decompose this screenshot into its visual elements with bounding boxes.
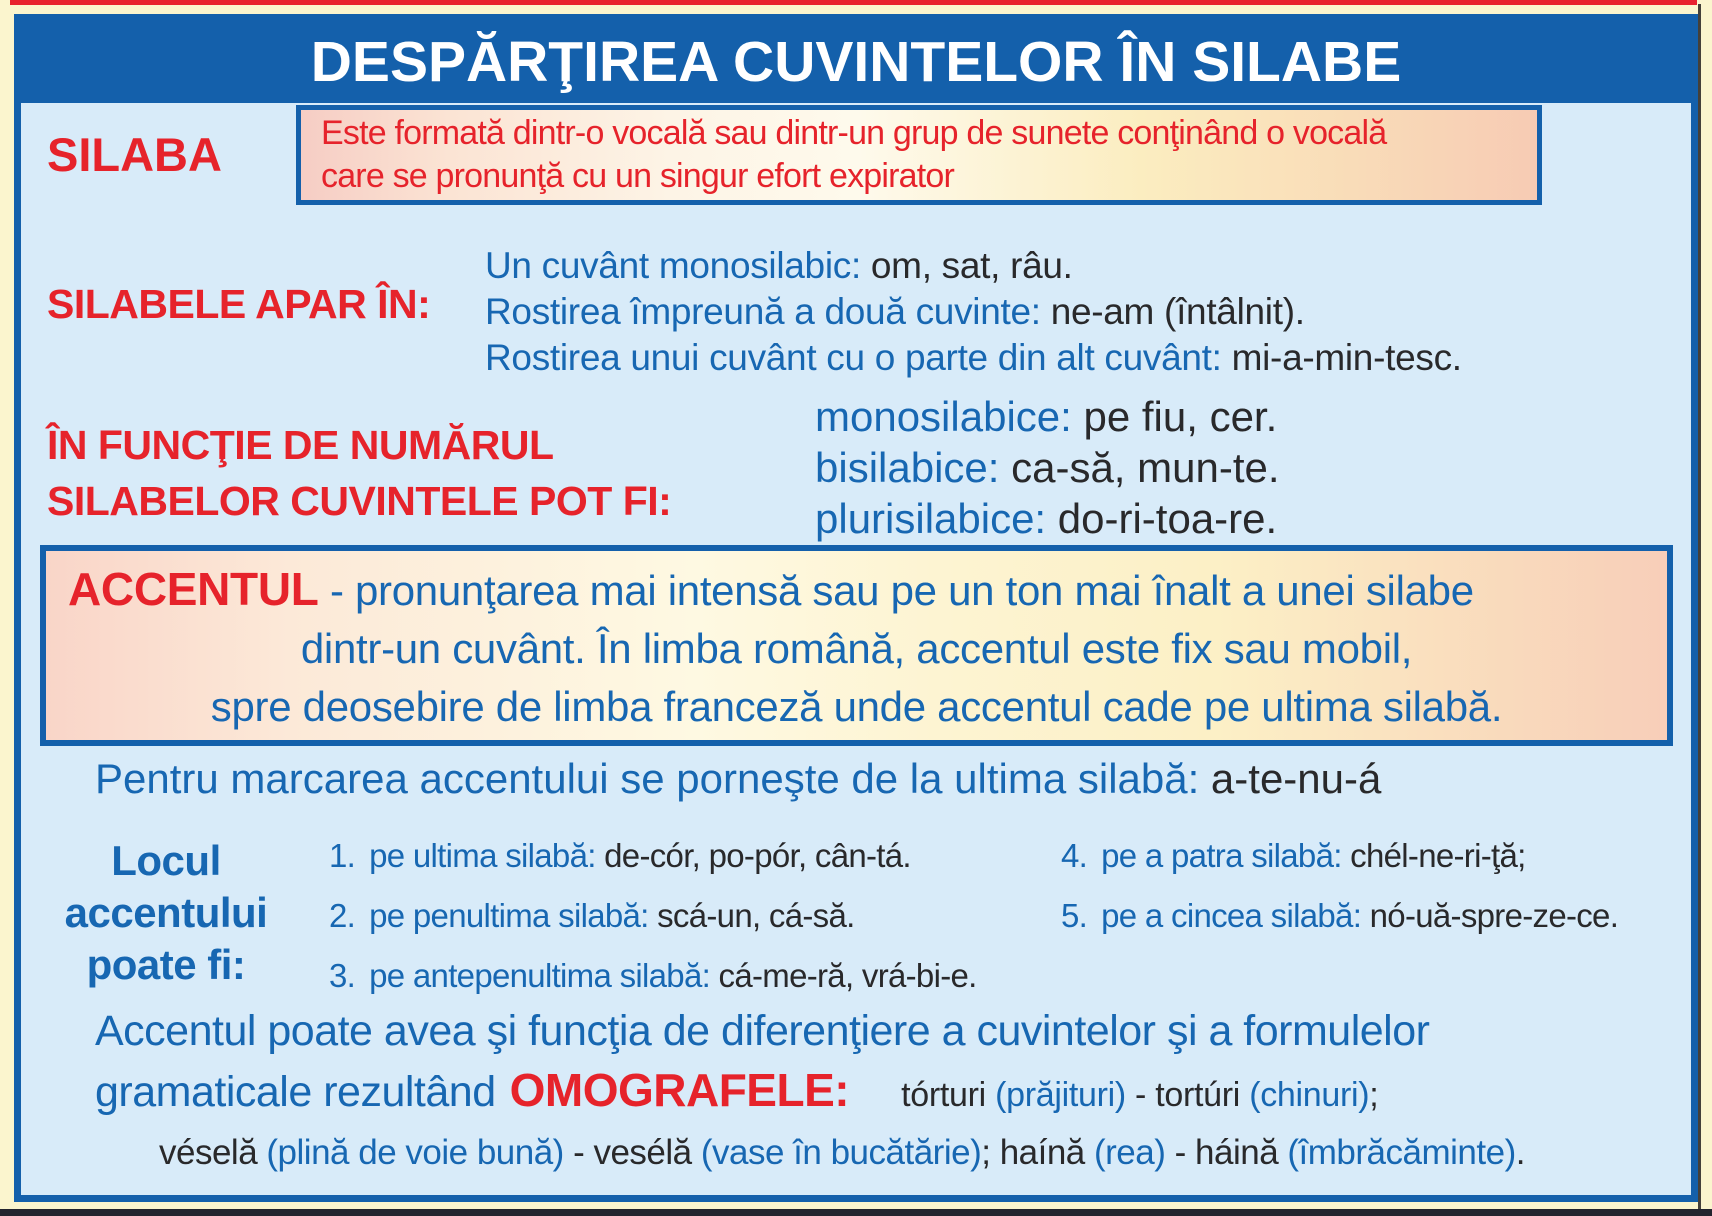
omografe-word: vesélă — [593, 1133, 701, 1172]
omografe-word: tortúri — [1155, 1076, 1250, 1114]
apar-example-line — [485, 243, 1462, 289]
functie-heading-line2: SILABELOR CUVINTELE POT FI: — [47, 478, 672, 524]
silabele-apar-examples — [485, 243, 1462, 381]
list-item-number: 4. — [1061, 837, 1088, 874]
functie-example-line — [815, 391, 1280, 442]
omografe-heading: OMOGRAFELE: — [509, 1064, 850, 1116]
omografe-separator: - — [1165, 1133, 1196, 1172]
apar-example-lead: Rostirea unui cuvânt cu o parte din alt cuvânt: — [485, 337, 1222, 378]
accentul-line1 — [68, 560, 1645, 620]
poster-title: DESPĂRŢIREA CUVINTELOR ÎN SILABE — [310, 30, 1402, 94]
omografe-gloss: (îmbrăcăminte) — [1287, 1133, 1516, 1172]
list-item-words: de-cór, po-pór, cân-tá. — [595, 837, 911, 874]
locul-heading-line2: accentului — [64, 889, 268, 936]
list-item-words: scá-un, cá-să. — [648, 897, 855, 934]
omografe-punctuation: . — [1515, 1133, 1525, 1172]
list-item-lead: pe a cincea silabă: — [1101, 897, 1362, 934]
list-item-number: 2. — [329, 897, 356, 934]
accentul-line2: dintr-un cuvânt. În limba română, accentul este fix sau mobil, — [300, 625, 1413, 672]
marcare-line — [95, 755, 1381, 803]
list-item-lead: pe a patra silabă: — [1101, 837, 1342, 874]
silaba-heading: SILABA — [47, 128, 222, 181]
list-item-words: chél-ne-ri-ţă; — [1341, 837, 1526, 874]
silaba-definition-box — [296, 105, 1542, 205]
silabele-apar-heading: SILABELE APAR ÎN: — [47, 281, 431, 327]
locul-heading-line1: Locul — [111, 837, 221, 884]
silaba-definition-line2: care se pronunţă cu un singur efort expirator — [321, 157, 955, 195]
accent-position-list-left — [329, 837, 977, 1017]
omografe-word: véselă — [159, 1133, 267, 1172]
functie-example-line — [815, 442, 1280, 493]
omografe-separator: - — [1125, 1076, 1156, 1114]
functie-example-lead: bisilabice: — [815, 444, 1000, 491]
list-item-number: 1. — [329, 837, 356, 874]
omografe-gloss: (plină de voie bună) — [266, 1133, 564, 1172]
functie-example-lead: monosilabice: — [815, 393, 1072, 440]
list-item-1 — [329, 837, 977, 875]
list-item-4 — [1061, 837, 1618, 875]
omografe-lead: gramaticale rezultând — [95, 1068, 496, 1116]
locul-heading-line3: poate fi: — [86, 941, 246, 988]
omografe-example-2 — [159, 1133, 1525, 1173]
list-item-number: 5. — [1061, 897, 1088, 934]
content-panel — [14, 14, 1698, 1202]
omografe-gloss: (rea) — [1094, 1133, 1166, 1172]
apar-example-words: mi-a-min-tesc. — [1221, 337, 1462, 378]
functie-heading — [47, 417, 671, 529]
bottom-dark-border — [0, 1209, 1712, 1216]
apar-example-lead: Un cuvânt monosilabic: — [485, 245, 861, 286]
omografe-punctuation: ; — [981, 1133, 1000, 1172]
functie-example-words: ca-să, mun-te. — [999, 444, 1280, 491]
accent-position-list-right — [1061, 837, 1618, 957]
list-item-lead: pe penultima silabă: — [369, 897, 649, 934]
omografe-gloss: (prăjituri) — [995, 1076, 1126, 1114]
omografe-word: háină — [1195, 1133, 1288, 1172]
functie-example-lead: plurisilabice: — [815, 495, 1047, 542]
silaba-definition-line1: Este formată dintr-o vocală sau dintr-un grup de sunete conţinând o vocală — [321, 114, 1387, 152]
list-item-5 — [1061, 897, 1618, 935]
omografe-word: tórturi — [901, 1076, 996, 1114]
apar-example-line — [485, 335, 1462, 381]
functie-example-line — [815, 493, 1280, 544]
omografe-example-1 — [901, 1076, 1378, 1115]
header-bar — [21, 21, 1691, 103]
locul-heading — [35, 835, 297, 991]
omografe-separator: - — [563, 1133, 594, 1172]
apar-example-line — [485, 289, 1462, 335]
apar-example-lead: Rostirea împreună a două cuvinte: — [485, 291, 1041, 332]
functie-examples — [815, 391, 1280, 544]
marcare-lead: Pentru marcarea accentului se porneşte de la ultima silabă: — [95, 755, 1200, 802]
list-item-words: cá-me-ră, vrá-bi-e. — [710, 957, 977, 994]
list-item-words: nó-uă-spre-ze-ce. — [1361, 897, 1619, 934]
list-item-2 — [329, 897, 977, 935]
marcare-example: a-te-nu-á — [1199, 755, 1382, 802]
omografe-gloss: (chinuri) — [1249, 1076, 1370, 1114]
functie-example-words: pe fiu, cer. — [1071, 393, 1278, 440]
functie-example-words: do-ri-toa-re. — [1046, 495, 1278, 542]
list-item-number: 3. — [329, 957, 356, 994]
apar-example-words: om, sat, râu. — [860, 245, 1073, 286]
list-item-3 — [329, 957, 977, 995]
accentul-definition-box — [40, 545, 1673, 746]
list-item-lead: pe antepenultima silabă: — [369, 957, 711, 994]
apar-example-words: ne-am (întâlnit). — [1040, 291, 1305, 332]
accentul-heading: ACCENTUL — [68, 563, 319, 615]
list-item-lead: pe ultima silabă: — [369, 837, 596, 874]
top-red-border — [10, 0, 1697, 5]
omografe-paragraph-line1: Accentul poate avea şi funcţia de diferenţiere a cuvintelor şi a formulelor — [95, 1007, 1430, 1055]
omografe-word: haínă — [999, 1133, 1094, 1172]
omografe-punctuation: ; — [1369, 1076, 1379, 1114]
omografe-paragraph-line2 — [95, 1063, 1378, 1117]
functie-heading-line1: ÎN FUNCŢIE DE NUMĂRUL — [47, 422, 554, 468]
accentul-line1-text: - pronunţarea mai intensă sau pe un ton mai înalt a unei silabe — [318, 567, 1474, 614]
accentul-line3: spre deosebire de limba franceză unde accentul cade pe ultima silabă. — [210, 683, 1503, 730]
right-dark-border — [1698, 4, 1701, 1209]
omografe-gloss: (vase în bucătărie) — [700, 1133, 982, 1172]
